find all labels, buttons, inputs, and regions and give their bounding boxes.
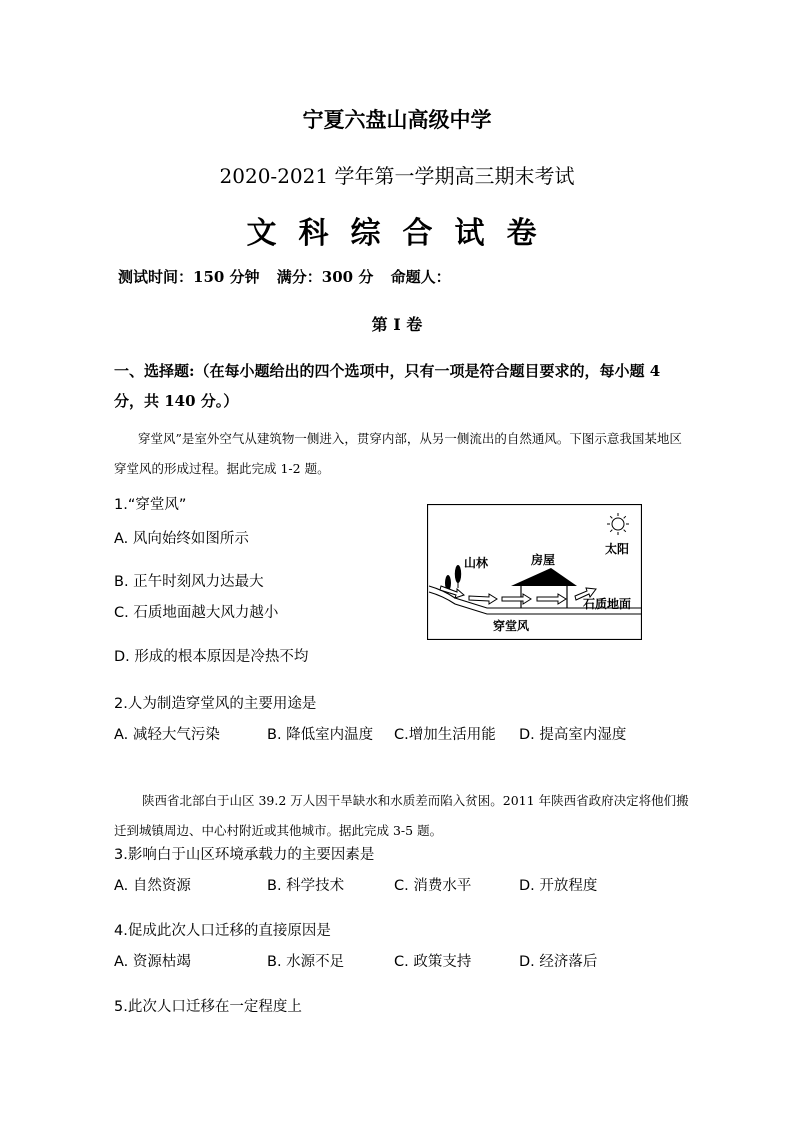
sun-label: 太阳: [605, 542, 630, 556]
school-name: 宁夏六盘山高级中学: [302, 107, 492, 132]
exam-term: 2020-2021 学年第一学期高三期末考试: [219, 164, 575, 188]
question-1-option-d: D. 形成的根本原因是冷热不均: [114, 649, 309, 665]
wind-label: 穿堂风: [493, 619, 530, 633]
tree-icon: [455, 565, 461, 583]
question-2-option-c: C.增加生活用能: [394, 727, 496, 743]
question-3-option-c: C. 消费水平: [394, 878, 472, 894]
question-1-option-b: B. 正午时刻风力达最大: [114, 574, 264, 590]
section-heading: 一、选择题:（在每小题给出的四个选项中，只有一项是符合题目要求的，每小题 4 分，共 140 分。）: [114, 362, 661, 410]
question-2-option-b: B. 降低室内温度: [267, 727, 374, 743]
volume-title: 第 I 卷: [371, 315, 423, 334]
exam-title: 文科综合试卷: [246, 216, 559, 251]
question-4-option-d: D. 经济落后: [519, 954, 598, 970]
question-3-option-a: A. 自然资源: [114, 878, 191, 894]
question-3-stem: 3.影响白于山区环境承载力的主要因素是: [114, 847, 375, 863]
ground-label: 石质地面: [583, 597, 632, 611]
exam-score: 满分：300 分: [276, 268, 374, 286]
question-2-option-a: A. 减轻大气污染: [114, 727, 220, 743]
cross-ventilation-diagram: [427, 504, 642, 640]
forest-label: 山林: [464, 556, 489, 570]
question-3-option-b: B. 科学技术: [267, 878, 345, 894]
question-5-stem: 5.此次人口迁移在一定程度上: [114, 999, 302, 1015]
question-1-stem: 1.“穿堂风”: [114, 497, 187, 513]
exam-time: 测试时间：150 分钟: [118, 268, 260, 286]
question-2-option-d: D. 提高室内湿度: [519, 727, 627, 743]
question-2-stem: 2.人为制造穿堂风的主要用途是: [114, 696, 317, 712]
question-4-stem: 4.促成此次人口迁移的直接原因是: [114, 923, 331, 939]
exam-author: 命题人：: [390, 268, 451, 286]
passage-2: 陕西省北部白于山区 39.2 万人因干旱缺水和水质差而陷入贫困。2011 年陕西省政府决定将他们搬迁到城镇周边、中心村附近或其他城市。据此完成 3-5 题。: [114, 793, 689, 838]
question-4-option-c: C. 政策支持: [394, 954, 472, 970]
question-4-option-b: B. 水源不足: [267, 954, 345, 970]
question-4-option-a: A. 资源枯竭: [114, 954, 191, 970]
question-3-option-d: D. 开放程度: [519, 878, 598, 894]
exam-info: [118, 266, 463, 287]
passage-1: 穿堂风”是室外空气从建筑物一侧进入，贯穿内部，从另一侧流出的自然通风。下图示意我国某地区穿堂风的形成过程。据此完成 1-2 题。: [114, 431, 682, 476]
question-1-option-a: A. 风向始终如图所示: [114, 531, 249, 547]
question-1-option-c: C. 石质地面越大风力越小: [114, 605, 279, 621]
house-label: 房屋: [531, 553, 556, 567]
